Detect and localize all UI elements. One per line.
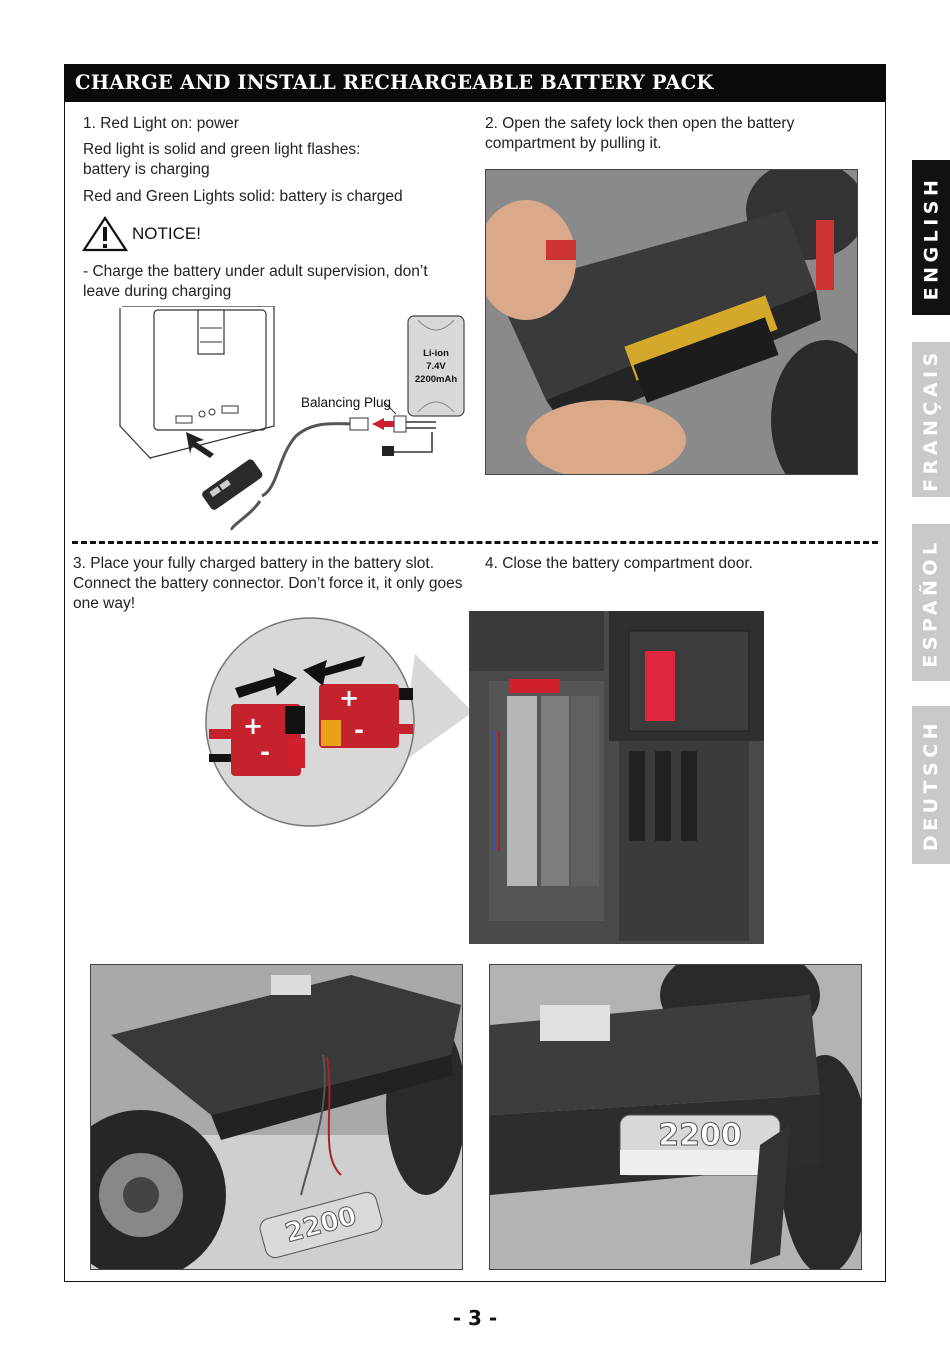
photo-battery-capacity-2: 2200 (658, 1118, 742, 1153)
section-title: CHARGE AND INSTALL RECHARGEABLE BATTERY PACK (75, 71, 714, 94)
step-divider (72, 541, 878, 544)
step3-text: 3. Place your fully charged battery in the battery slot. Connect the battery connector. Don’t force it, it only goes one way! (73, 555, 463, 612)
step2-text: 2. Open the safety lock then open the battery compartment by pulling it. (485, 115, 795, 152)
tab-francais-label: FRANÇAIS (920, 347, 942, 492)
battery-label-type: Li-ion (423, 348, 449, 359)
page-number: - 3 - (452, 1306, 498, 1330)
photo-battery-capacity-1: 2200 (282, 1201, 360, 1249)
notice-label: NOTICE! (132, 224, 201, 243)
step1-line2: Red light is solid and green light flashes: (83, 141, 361, 158)
battery-label-voltage: 7.4V (426, 361, 446, 372)
connector-minus-right: - (354, 716, 364, 744)
step1-line4: Red and Green Lights solid: battery is charged (83, 188, 403, 205)
balancing-plug-label: Balancing Plug (301, 395, 392, 410)
step1-line3: battery is charging (83, 161, 210, 178)
charger-figure (82, 306, 482, 534)
battery-label-capacity: 2200mAh (414, 374, 458, 385)
step1-block (83, 114, 463, 207)
tab-deutsch[interactable] (912, 706, 950, 864)
connector-callout (205, 614, 475, 830)
section-header (64, 64, 886, 102)
notice-text: - Charge the battery under adult supervision, don’t leave during charging (83, 263, 428, 300)
connector-plus-right: + (338, 684, 360, 712)
photo-open-compartment (485, 169, 858, 475)
tab-francais[interactable] (912, 342, 950, 497)
photo-battery-slot (469, 611, 764, 944)
step1-line1: 1. Red Light on: power (83, 115, 239, 132)
tab-espanol-label: ESPAÑOL (920, 537, 942, 668)
photo-connect-battery (90, 964, 463, 1270)
notice-heading (82, 216, 201, 252)
connector-minus-left: - (260, 738, 270, 766)
step4-text: 4. Close the battery compartment door. (485, 555, 753, 572)
tab-english-label: ENGLISH (920, 175, 942, 300)
warning-icon (82, 216, 128, 252)
connector-plus-left: + (242, 712, 264, 740)
photo-close-door (489, 964, 862, 1270)
tab-deutsch-label: DEUTSCH (920, 718, 943, 852)
charger-illustration (82, 306, 482, 534)
tab-english[interactable] (912, 160, 950, 315)
tab-espanol[interactable] (912, 524, 950, 681)
